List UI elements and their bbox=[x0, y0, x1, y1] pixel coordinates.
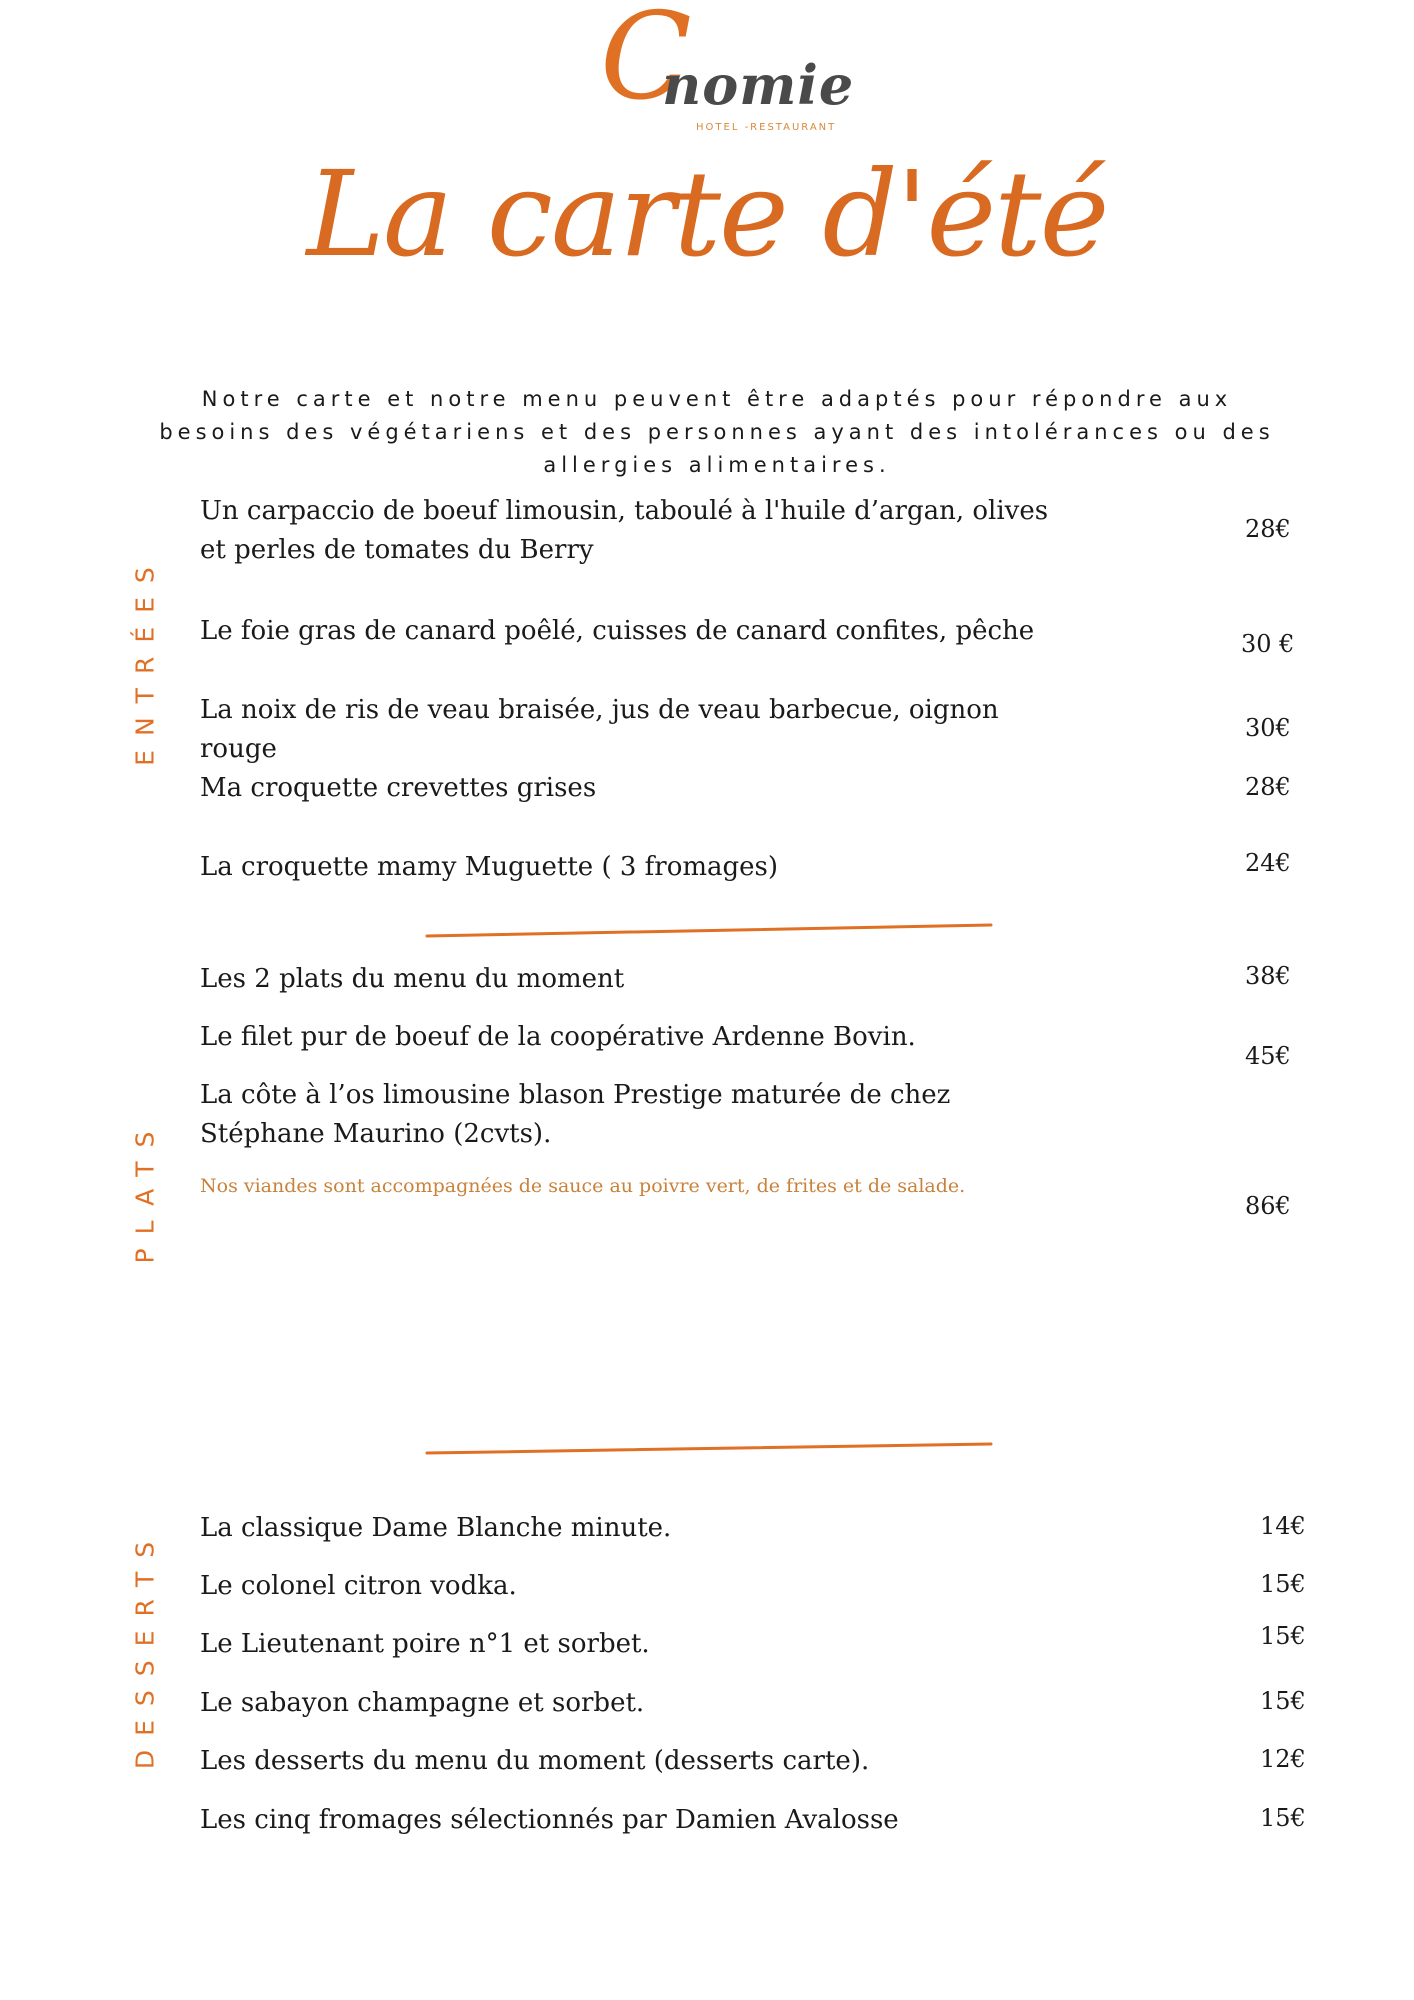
menu-item: Les desserts du menu du moment (desserts carte). bbox=[200, 1746, 870, 1776]
menu-item: Le sabayon champagne et sorbet. bbox=[200, 1688, 645, 1718]
menu-item: Les cinq fromages sélectionnés par Damien Avalosse bbox=[200, 1805, 899, 1835]
menu-item-price: 15€ bbox=[1260, 1570, 1306, 1598]
menu-note: Nos viandes sont accompagnées de sauce au poivre vert, de frites et de salade. bbox=[200, 1175, 966, 1197]
menu-item: Un carpaccio de boeuf limousin, taboulé à l'huile d’argan, olives et perles de tomates du Berry bbox=[200, 496, 1049, 565]
menu-item-price: 15€ bbox=[1260, 1804, 1306, 1832]
menu-title: La carte d'été bbox=[306, 145, 1108, 283]
menu-item-price: 15€ bbox=[1260, 1622, 1306, 1650]
menu-item-price: 30 € bbox=[1241, 630, 1295, 658]
menu-item: La noix de ris de veau braisée, jus de veau barbecue, oignon rouge bbox=[200, 695, 999, 764]
menu-item-price: 86€ bbox=[1245, 1192, 1291, 1220]
menu-item-price: 28€ bbox=[1245, 515, 1291, 543]
menu-item: Les 2 plats du menu du moment bbox=[200, 964, 625, 994]
logo bbox=[600, 0, 855, 138]
logo-subtitle: HOTEL -RESTAURANT bbox=[696, 122, 837, 133]
menu-item-price: 28€ bbox=[1245, 773, 1291, 801]
menu-item: Le filet pur de boeuf de la coopérative Ardenne Bovin. bbox=[200, 1022, 916, 1052]
menu-item: La croquette mamy Muguette ( 3 fromages) bbox=[200, 852, 779, 882]
logo-initial: C bbox=[600, 0, 692, 127]
menu-item-price: 14€ bbox=[1260, 1512, 1306, 1540]
menu-item-price: 30€ bbox=[1245, 714, 1291, 742]
menu-item: Le colonel citron vodka. bbox=[200, 1571, 517, 1601]
menu-item-price: 15€ bbox=[1260, 1687, 1306, 1715]
section-divider bbox=[425, 1440, 993, 1458]
menu-item: Le foie gras de canard poêlé, cuisses de canard confites, pêche bbox=[200, 616, 1035, 646]
section-divider bbox=[425, 922, 993, 940]
menu-item-price: 45€ bbox=[1245, 1042, 1291, 1070]
section-label-entrees: ENTRÉES bbox=[130, 553, 160, 766]
menu-item-price: 12€ bbox=[1260, 1745, 1306, 1773]
menu-item: Ma croquette crevettes grises bbox=[200, 773, 597, 803]
section-label-plats: PLATS bbox=[130, 1117, 160, 1264]
menu-item: La côte à l’os limousine blason Prestige maturée de chez Stéphane Maurino (2cvts). bbox=[200, 1080, 951, 1149]
menu-item-price: 24€ bbox=[1245, 849, 1291, 877]
intro-text: Notre carte et notre menu peuvent être adaptés pour répondre aux besoins des végétariens et des personnes ayant des intolérances ou des allergies alimentaires. bbox=[159, 387, 1275, 477]
menu-item-price: 38€ bbox=[1245, 962, 1291, 990]
section-label-desserts: DESSERTS bbox=[130, 1527, 160, 1770]
menu-item: Le Lieutenant poire n°1 et sorbet. bbox=[200, 1629, 650, 1659]
logo-name: nomie bbox=[662, 53, 855, 117]
menu-item: La classique Dame Blanche minute. bbox=[200, 1513, 672, 1543]
